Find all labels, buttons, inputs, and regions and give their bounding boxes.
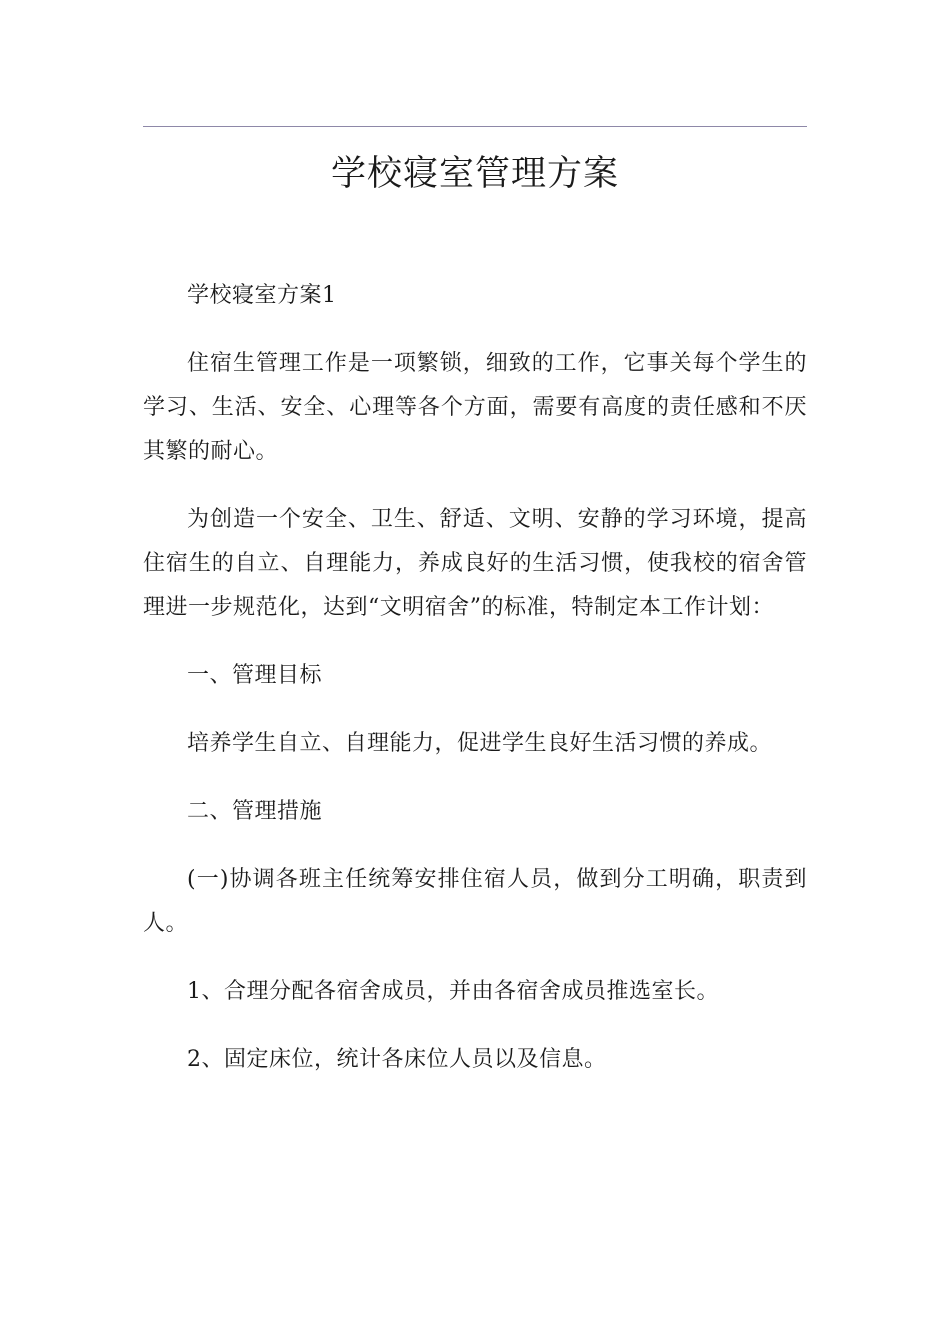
paragraph-goals: 培养学生自立、自理能力，促进学生良好生活习惯的养成。 (187, 731, 773, 756)
list-item-1: 1、合理分配各宿舍成员，并由各宿舍成员推选室长。 (187, 979, 719, 1004)
paragraph-purpose: 为创造一个安全、卫生、舒适、文明、安静的学习环境，提高住宿生的自立、自理能力，养成良好的生活习惯，使我校的宿舍管理进一步规范化，达到“文明宿舍”的标准，特制定本工作计划： (143, 507, 807, 620)
header-rule (143, 126, 807, 127)
list-item-2: 2、固定床位，统计各床位人员以及信息。 (187, 1047, 607, 1072)
document-body (143, 274, 807, 1106)
section-heading-goals: 一、管理目标 (187, 663, 323, 688)
section-heading-plan-1: 学校寝室方案1 (187, 283, 337, 308)
section-heading-measures: 二、管理措施 (187, 799, 323, 824)
document-title: 学校寝室管理方案 (330, 154, 619, 194)
paragraph-intro: 住宿生管理工作是一项繁锁，细致的工作，它事关每个学生的学习、生活、安全、心理等各个方面，需要有高度的责任感和不厌其繁的耐心。 (143, 351, 807, 464)
paragraph-measure-1: (一)协调各班主任统筹安排住宿人员，做到分工明确，职责到人。 (143, 867, 807, 936)
